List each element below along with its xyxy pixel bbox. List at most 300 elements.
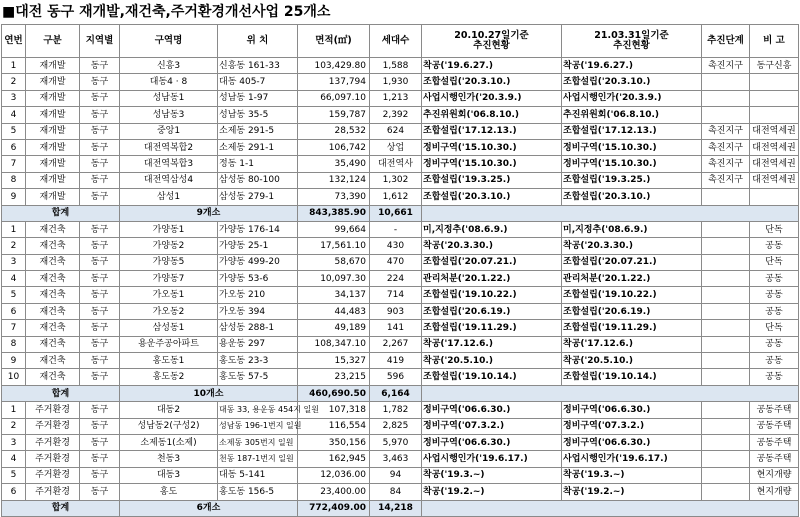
header-row — [2, 25, 799, 58]
table-row — [2, 189, 799, 205]
cell-location: 가양동 176-14 — [218, 221, 298, 237]
cell-households: 3,463 — [370, 451, 422, 467]
cell-district: 동구 — [80, 123, 120, 139]
cell-zone: 홍도동2 — [120, 369, 218, 385]
cell-status-2020: 조합설립('17.12.13.) — [422, 123, 562, 139]
cell-households: 1,612 — [370, 189, 422, 205]
cell-status-2021: 착공('19.2.~) — [562, 484, 702, 500]
cell-district: 동구 — [80, 271, 120, 287]
cell-area: 162,945 — [298, 451, 370, 467]
cell-households: 430 — [370, 238, 422, 254]
cell-no: 7 — [2, 320, 26, 336]
col-type: 구분 — [26, 25, 80, 58]
cell-zone: 가양동2 — [120, 238, 218, 254]
cell-area: 132,124 — [298, 172, 370, 188]
table-row — [2, 287, 799, 303]
cell-households: 1,588 — [370, 58, 422, 74]
cell-stage — [702, 221, 750, 237]
cell-stage — [702, 320, 750, 336]
cell-type: 주거환경 — [26, 434, 80, 450]
cell-status-2021: 사업시행인가('19.6.17.) — [562, 451, 702, 467]
cell-note: 대전역세권 — [750, 156, 799, 172]
table-row — [2, 353, 799, 369]
cell-zone: 성남동2(구성2) — [120, 418, 218, 434]
cell-status-2021: 조합설립('17.12.13.) — [562, 123, 702, 139]
cell-district: 동구 — [80, 467, 120, 483]
cell-stage — [702, 107, 750, 123]
cell-households: 2,825 — [370, 418, 422, 434]
cell-zone: 소제동1(소제) — [120, 434, 218, 450]
cell-no: 4 — [2, 107, 26, 123]
cell-type: 재개발 — [26, 156, 80, 172]
col-status-2021 — [562, 25, 702, 58]
cell-note: 공동주택 — [750, 418, 799, 434]
col-note: 비 고 — [750, 25, 799, 58]
cell-area: 10,097.30 — [298, 271, 370, 287]
cell-zone: 가오동2 — [120, 303, 218, 319]
cell-location: 소제동 291-1 — [218, 139, 298, 155]
cell-status-2020: 조합설립('20.3.10.) — [422, 74, 562, 90]
projects-table — [1, 24, 799, 517]
table-row — [2, 467, 799, 483]
cell-note: 공동 — [750, 369, 799, 385]
cell-households: 2,267 — [370, 336, 422, 352]
cell-district: 동구 — [80, 287, 120, 303]
table-row — [2, 303, 799, 319]
cell-stage — [702, 336, 750, 352]
cell-status-2021: 착공('19.3.~) — [562, 467, 702, 483]
cell-status-2021: 착공('20.3.30.) — [562, 238, 702, 254]
cell-area: 99,664 — [298, 221, 370, 237]
cell-district: 동구 — [80, 139, 120, 155]
cell-status-2020: 조합설립('20.6.19.) — [422, 303, 562, 319]
cell-status-2020: 미,지정추('08.6.9.) — [422, 221, 562, 237]
cell-zone: 가양동7 — [120, 271, 218, 287]
cell-type: 재건축 — [26, 238, 80, 254]
cell-location: 용운동 297 — [218, 336, 298, 352]
cell-status-2021: 조합설립('19.3.25.) — [562, 172, 702, 188]
cell-no: 9 — [2, 189, 26, 205]
cell-location: 대동 5-141 — [218, 467, 298, 483]
cell-note: 공동 — [750, 303, 799, 319]
cell-zone: 성남동3 — [120, 107, 218, 123]
table-row — [2, 369, 799, 385]
subtotal-row — [2, 500, 799, 516]
cell-type: 주거환경 — [26, 418, 80, 434]
cell-location: 성남동 35-5 — [218, 107, 298, 123]
cell-note: 현지개량 — [750, 484, 799, 500]
cell-note: 대전역세권 — [750, 123, 799, 139]
cell-status-2020: 조합설립('20.07.21.) — [422, 254, 562, 270]
cell-no: 2 — [2, 238, 26, 254]
cell-area: 17,561.10 — [298, 238, 370, 254]
page-title: ■대전 동구 재개발,재건축,주거환경개선사업 25개소 — [2, 4, 331, 20]
cell-no: 1 — [2, 402, 26, 418]
cell-households: 596 — [370, 369, 422, 385]
cell-status-2020: 조합설립('19.10.14.) — [422, 369, 562, 385]
table-row — [2, 74, 799, 90]
cell-stage — [702, 418, 750, 434]
cell-status-2020: 정비구역('15.10.30.) — [422, 156, 562, 172]
cell-district: 동구 — [80, 156, 120, 172]
cell-location: 홍도동 23-3 — [218, 353, 298, 369]
cell-type: 주거환경 — [26, 467, 80, 483]
cell-no: 3 — [2, 434, 26, 450]
cell-location: 대동 33, 용운동 454지 일원 — [218, 402, 298, 418]
table-row — [2, 123, 799, 139]
cell-stage — [702, 451, 750, 467]
cell-no: 1 — [2, 58, 26, 74]
subtotal-row — [2, 385, 799, 401]
status-2021-label: 추진현황 — [613, 40, 650, 51]
cell-stage: 촉진지구 — [702, 156, 750, 172]
cell-type: 재개발 — [26, 58, 80, 74]
cell-district: 동구 — [80, 451, 120, 467]
table-row — [2, 156, 799, 172]
cell-status-2021: 정비구역('06.6.30.) — [562, 434, 702, 450]
cell-location: 홍도동 156-5 — [218, 484, 298, 500]
cell-area: 106,742 — [298, 139, 370, 155]
subtotal-empty — [422, 205, 799, 221]
table-row — [2, 418, 799, 434]
cell-zone: 홍도동1 — [120, 353, 218, 369]
cell-no: 8 — [2, 172, 26, 188]
cell-no: 4 — [2, 271, 26, 287]
cell-no: 6 — [2, 139, 26, 155]
cell-stage — [702, 189, 750, 205]
cell-stage — [702, 303, 750, 319]
cell-location: 소제동 291-5 — [218, 123, 298, 139]
cell-status-2021: 착공('20.5.10.) — [562, 353, 702, 369]
table-row — [2, 484, 799, 500]
cell-no: 8 — [2, 336, 26, 352]
cell-location: 정동 1-1 — [218, 156, 298, 172]
cell-note — [750, 74, 799, 90]
cell-note: 공동주택 — [750, 451, 799, 467]
cell-no: 10 — [2, 369, 26, 385]
table-row — [2, 58, 799, 74]
cell-type: 재개발 — [26, 74, 80, 90]
cell-location: 신흥동 161-33 — [218, 58, 298, 74]
cell-district: 동구 — [80, 484, 120, 500]
cell-district: 동구 — [80, 189, 120, 205]
table-row — [2, 451, 799, 467]
cell-no: 1 — [2, 221, 26, 237]
cell-area: 35,490 — [298, 156, 370, 172]
cell-status-2021: 정비구역('06.6.30.) — [562, 402, 702, 418]
cell-zone: 대전역복합3 — [120, 156, 218, 172]
cell-households: 141 — [370, 320, 422, 336]
cell-location: 삼성동 279-1 — [218, 189, 298, 205]
cell-no: 7 — [2, 156, 26, 172]
cell-district: 동구 — [80, 320, 120, 336]
cell-status-2020: 조합설립('19.3.25.) — [422, 172, 562, 188]
cell-area: 137,794 — [298, 74, 370, 90]
cell-district: 동구 — [80, 238, 120, 254]
cell-note: 공동 — [750, 271, 799, 287]
cell-status-2021: 조합설립('20.07.21.) — [562, 254, 702, 270]
table-row — [2, 336, 799, 352]
col-zone: 구역명 — [120, 25, 218, 58]
cell-location: 삼성동 288-1 — [218, 320, 298, 336]
table-row — [2, 107, 799, 123]
cell-note: 대전역세권 — [750, 172, 799, 188]
cell-stage: 촉진지구 — [702, 58, 750, 74]
cell-area: 350,156 — [298, 434, 370, 450]
cell-households: 1,930 — [370, 74, 422, 90]
cell-households: 상업 — [370, 139, 422, 155]
cell-type: 재건축 — [26, 369, 80, 385]
subtotal-area: 843,385.90 — [298, 205, 370, 221]
subtotal-count: 10개소 — [120, 385, 298, 401]
cell-households: 1,213 — [370, 90, 422, 106]
cell-status-2020: 사업시행인가('19.6.17.) — [422, 451, 562, 467]
cell-location: 가양동 53-6 — [218, 271, 298, 287]
subtotal-empty — [422, 500, 799, 516]
cell-zone: 신흥3 — [120, 58, 218, 74]
cell-type: 재건축 — [26, 320, 80, 336]
cell-type: 재건축 — [26, 287, 80, 303]
cell-no: 5 — [2, 123, 26, 139]
cell-type: 재개발 — [26, 90, 80, 106]
cell-location: 성남동 196-1번지 일원 — [218, 418, 298, 434]
table-row — [2, 90, 799, 106]
cell-stage: 촉진지구 — [702, 172, 750, 188]
cell-status-2021: 착공('17.12.6.) — [562, 336, 702, 352]
cell-note: 공동 — [750, 287, 799, 303]
cell-location: 가오동 210 — [218, 287, 298, 303]
cell-status-2020: 정비구역('07.3.2.) — [422, 418, 562, 434]
cell-zone: 대동2 — [120, 402, 218, 418]
col-status-2020 — [422, 25, 562, 58]
cell-district: 동구 — [80, 107, 120, 123]
cell-type: 재건축 — [26, 336, 80, 352]
cell-no: 6 — [2, 303, 26, 319]
cell-stage — [702, 484, 750, 500]
cell-status-2021: 사업시행인가('20.3.9.) — [562, 90, 702, 106]
cell-district: 동구 — [80, 74, 120, 90]
cell-status-2020: 착공('19.6.27.) — [422, 58, 562, 74]
cell-status-2021: 관리처분('20.1.22.) — [562, 271, 702, 287]
subtotal-households: 14,218 — [370, 500, 422, 516]
subtotal-area: 460,690.50 — [298, 385, 370, 401]
subtotal-count: 6개소 — [120, 500, 298, 516]
cell-location: 성남동 1-97 — [218, 90, 298, 106]
cell-type: 재건축 — [26, 221, 80, 237]
cell-note: 공동주택 — [750, 434, 799, 450]
cell-zone: 대전역복합2 — [120, 139, 218, 155]
subtotal-households: 10,661 — [370, 205, 422, 221]
cell-stage — [702, 287, 750, 303]
cell-district: 동구 — [80, 90, 120, 106]
table-row — [2, 254, 799, 270]
cell-households: 94 — [370, 467, 422, 483]
cell-status-2021: 조합설립('20.3.10.) — [562, 74, 702, 90]
cell-location: 천동 187-1번지 일원 — [218, 451, 298, 467]
cell-stage — [702, 254, 750, 270]
col-location: 위 치 — [218, 25, 298, 58]
cell-stage: 촉진지구 — [702, 139, 750, 155]
cell-area: 116,554 — [298, 418, 370, 434]
cell-type: 재건축 — [26, 353, 80, 369]
cell-zone: 홍도 — [120, 484, 218, 500]
cell-note: 단독 — [750, 320, 799, 336]
cell-no: 4 — [2, 451, 26, 467]
cell-district: 동구 — [80, 221, 120, 237]
cell-status-2020: 사업시행인가('20.3.9.) — [422, 90, 562, 106]
cell-note: 현지개량 — [750, 467, 799, 483]
cell-zone: 중앙1 — [120, 123, 218, 139]
cell-note: 동구신흥 — [750, 58, 799, 74]
subtotal-label: 합계 — [2, 205, 120, 221]
cell-type: 주거환경 — [26, 484, 80, 500]
cell-type: 재건축 — [26, 303, 80, 319]
cell-status-2020: 착공('19.3.~) — [422, 467, 562, 483]
cell-area: 23,400.00 — [298, 484, 370, 500]
cell-households: 1,782 — [370, 402, 422, 418]
cell-households: 2,392 — [370, 107, 422, 123]
cell-status-2020: 착공('19.2.~) — [422, 484, 562, 500]
cell-type: 주거환경 — [26, 451, 80, 467]
subtotal-count: 9개소 — [120, 205, 298, 221]
cell-location: 가양동 25-1 — [218, 238, 298, 254]
cell-district: 동구 — [80, 434, 120, 450]
cell-area: 15,327 — [298, 353, 370, 369]
cell-type: 주거환경 — [26, 402, 80, 418]
cell-area: 28,532 — [298, 123, 370, 139]
cell-households: 419 — [370, 353, 422, 369]
subtotal-households: 6,164 — [370, 385, 422, 401]
cell-households: 1,302 — [370, 172, 422, 188]
cell-area: 58,670 — [298, 254, 370, 270]
cell-zone: 성남동1 — [120, 90, 218, 106]
cell-stage — [702, 467, 750, 483]
cell-status-2021: 정비구역('07.3.2.) — [562, 418, 702, 434]
cell-note: 공동 — [750, 353, 799, 369]
subtotal-row — [2, 205, 799, 221]
cell-area: 34,137 — [298, 287, 370, 303]
cell-households: 84 — [370, 484, 422, 500]
cell-location: 가오동 394 — [218, 303, 298, 319]
cell-type: 재개발 — [26, 139, 80, 155]
cell-status-2020: 조합설립('19.11.29.) — [422, 320, 562, 336]
cell-district: 동구 — [80, 336, 120, 352]
cell-status-2020: 정비구역('15.10.30.) — [422, 139, 562, 155]
cell-zone: 삼성1 — [120, 189, 218, 205]
col-households: 세대수 — [370, 25, 422, 58]
cell-type: 재건축 — [26, 271, 80, 287]
col-no: 연번 — [2, 25, 26, 58]
cell-no: 5 — [2, 467, 26, 483]
cell-note — [750, 107, 799, 123]
cell-area: 44,483 — [298, 303, 370, 319]
cell-zone: 용운주공아파트 — [120, 336, 218, 352]
cell-note: 공동주택 — [750, 402, 799, 418]
cell-area: 108,347.10 — [298, 336, 370, 352]
cell-stage — [702, 238, 750, 254]
cell-location: 소제동 305번지 일원 — [218, 434, 298, 450]
cell-area: 49,189 — [298, 320, 370, 336]
table-row — [2, 402, 799, 418]
cell-zone: 대동3 — [120, 467, 218, 483]
cell-note: 공동 — [750, 336, 799, 352]
col-area: 면적(㎡) — [298, 25, 370, 58]
cell-status-2021: 착공('19.6.27.) — [562, 58, 702, 74]
subtotal-label: 합계 — [2, 500, 120, 516]
cell-households: 224 — [370, 271, 422, 287]
cell-households: - — [370, 221, 422, 237]
table-row — [2, 139, 799, 155]
cell-district: 동구 — [80, 254, 120, 270]
subtotal-area: 772,409.00 — [298, 500, 370, 516]
cell-status-2020: 착공('20.3.30.) — [422, 238, 562, 254]
cell-area: 73,390 — [298, 189, 370, 205]
cell-status-2021: 추진위원회('06.8.10.) — [562, 107, 702, 123]
cell-households: 대전역사 — [370, 156, 422, 172]
cell-district: 동구 — [80, 353, 120, 369]
cell-district: 동구 — [80, 369, 120, 385]
cell-type: 재건축 — [26, 254, 80, 270]
cell-district: 동구 — [80, 58, 120, 74]
status-2020-label: 추진현황 — [473, 40, 510, 51]
cell-zone: 대동4 · 8 — [120, 74, 218, 90]
col-stage: 추진단계 — [702, 25, 750, 58]
cell-no: 2 — [2, 418, 26, 434]
table-row — [2, 271, 799, 287]
cell-area: 103,429.80 — [298, 58, 370, 74]
cell-status-2021: 조합설립('19.10.14.) — [562, 369, 702, 385]
col-district: 지역별 — [80, 25, 120, 58]
cell-note — [750, 90, 799, 106]
cell-stage — [702, 434, 750, 450]
cell-location: 홍도동 57-5 — [218, 369, 298, 385]
cell-households: 714 — [370, 287, 422, 303]
cell-stage — [702, 369, 750, 385]
cell-zone: 삼성동1 — [120, 320, 218, 336]
cell-status-2021: 조합설립('20.6.19.) — [562, 303, 702, 319]
cell-households: 5,970 — [370, 434, 422, 450]
cell-status-2020: 정비구역('06.6.30.) — [422, 402, 562, 418]
cell-district: 동구 — [80, 303, 120, 319]
cell-type: 재개발 — [26, 189, 80, 205]
cell-status-2020: 정비구역('06.6.30.) — [422, 434, 562, 450]
cell-households: 624 — [370, 123, 422, 139]
cell-area: 23,215 — [298, 369, 370, 385]
cell-district: 동구 — [80, 402, 120, 418]
cell-zone: 대전역삼성4 — [120, 172, 218, 188]
cell-stage — [702, 402, 750, 418]
cell-note: 단독 — [750, 221, 799, 237]
cell-no: 5 — [2, 287, 26, 303]
cell-households: 903 — [370, 303, 422, 319]
cell-status-2020: 관리처분('20.1.22.) — [422, 271, 562, 287]
cell-type: 재개발 — [26, 172, 80, 188]
status-2021-date: 21.03.31일기준 — [594, 30, 669, 41]
status-2020-date: 20.10.27일기준 — [454, 30, 529, 41]
cell-status-2021: 조합설립('19.11.29.) — [562, 320, 702, 336]
cell-status-2021: 정비구역('15.10.30.) — [562, 156, 702, 172]
cell-type: 재개발 — [26, 123, 80, 139]
cell-note — [750, 189, 799, 205]
cell-status-2021: 조합설립('19.10.22.) — [562, 287, 702, 303]
cell-zone: 가양동5 — [120, 254, 218, 270]
cell-area: 12,036.00 — [298, 467, 370, 483]
cell-district: 동구 — [80, 418, 120, 434]
cell-no: 9 — [2, 353, 26, 369]
cell-zone: 천동3 — [120, 451, 218, 467]
cell-no: 2 — [2, 74, 26, 90]
cell-no: 3 — [2, 90, 26, 106]
